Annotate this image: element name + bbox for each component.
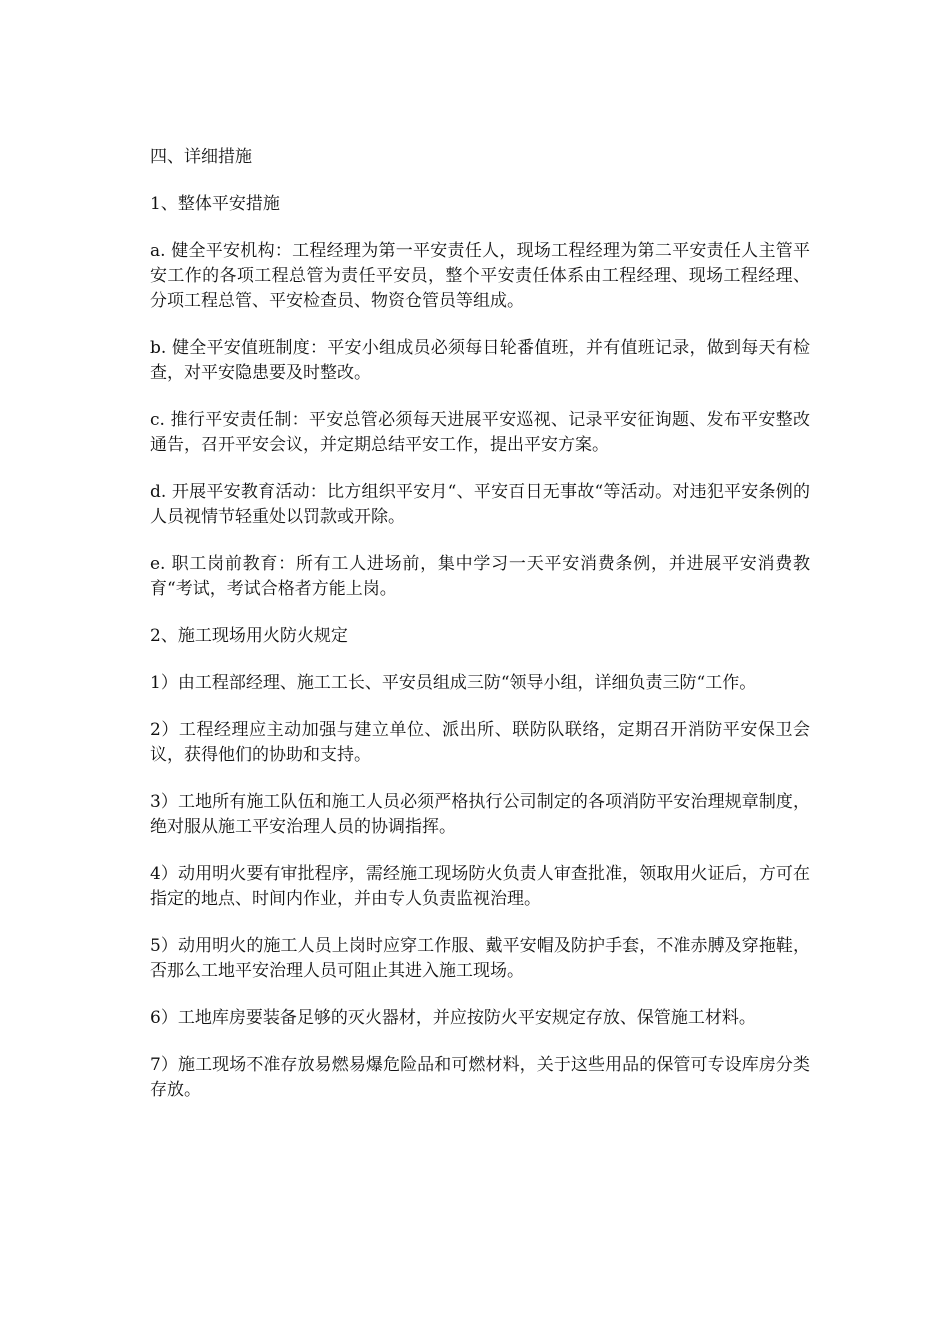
section2-title: 2、施工现场用火防火规定 (150, 626, 348, 646)
paragraph-d: d. 开展平安教育活动：比方组织平安月“、平安百日无事故“等活动。对违犯平安条例的人员视情节轻重处以罚款或开除。 (150, 482, 810, 527)
rule-6: 6）工地库房要装备足够的灭火器材，并应按防火平安规定存放、保管施工材料。 (150, 1008, 756, 1028)
rule-1: 1）由工程部经理、施工工长、平安员组成三防“领导小组，详细负责三防“工作。 (150, 673, 757, 693)
paragraph-c: c. 推行平安责任制：平安总管必须每天进展平安巡视、记录平安征询题、发布平安整改通告，召开平安会议，并定期总结平安工作，提出平安方案。 (150, 410, 810, 455)
rule-2: 2）工程经理应主动加强与建立单位、派出所、联防队联络，定期召开消防平安保卫会议，获得他们的协助和支持。 (150, 720, 810, 765)
section-heading: 四、详细措施 (150, 147, 252, 167)
paragraph-e: e. 职工岗前教育：所有工人进场前，集中学习一天平安消费条例，并进展平安消费教育“考试，考试合格者方能上岗。 (150, 554, 810, 599)
paragraph-b: b. 健全平安值班制度：平安小组成员必须每日轮番值班，并有值班记录，做到每天有检查，对平安隐患要及时整改。 (150, 338, 810, 383)
section1-title: 1、整体平安措施 (150, 194, 280, 214)
paragraph-a: a. 健全平安机构：工程经理为第一平安责任人，现场工程经理为第二平安责任人主管平安工作的各项工程总管为责任平安员，整个平安责任体系由工程经理、现场工程经理、分项工程总管、平安检查员、物资仓管员等组成。 (150, 241, 810, 311)
rule-3: 3）工地所有施工队伍和施工人员必须严格执行公司制定的各项消防平安治理规章制度，绝对服从施工平安治理人员的协调指挥。 (150, 792, 810, 837)
document-body (150, 145, 810, 1125)
rule-5: 5）动用明火的施工人员上岗时应穿工作服、戴平安帽及防护手套，不准赤膊及穿拖鞋，否那么工地平安治理人员可阻止其进入施工现场。 (150, 936, 810, 981)
rule-4: 4）动用明火要有审批程序，需经施工现场防火负责人审查批准，领取用火证后，方可在指定的地点、时间内作业，并由专人负责监视治理。 (150, 864, 810, 909)
rule-7: 7）施工现场不准存放易燃易爆危险品和可燃材料，关于这些用品的保管可专设库房分类存放。 (150, 1055, 810, 1100)
